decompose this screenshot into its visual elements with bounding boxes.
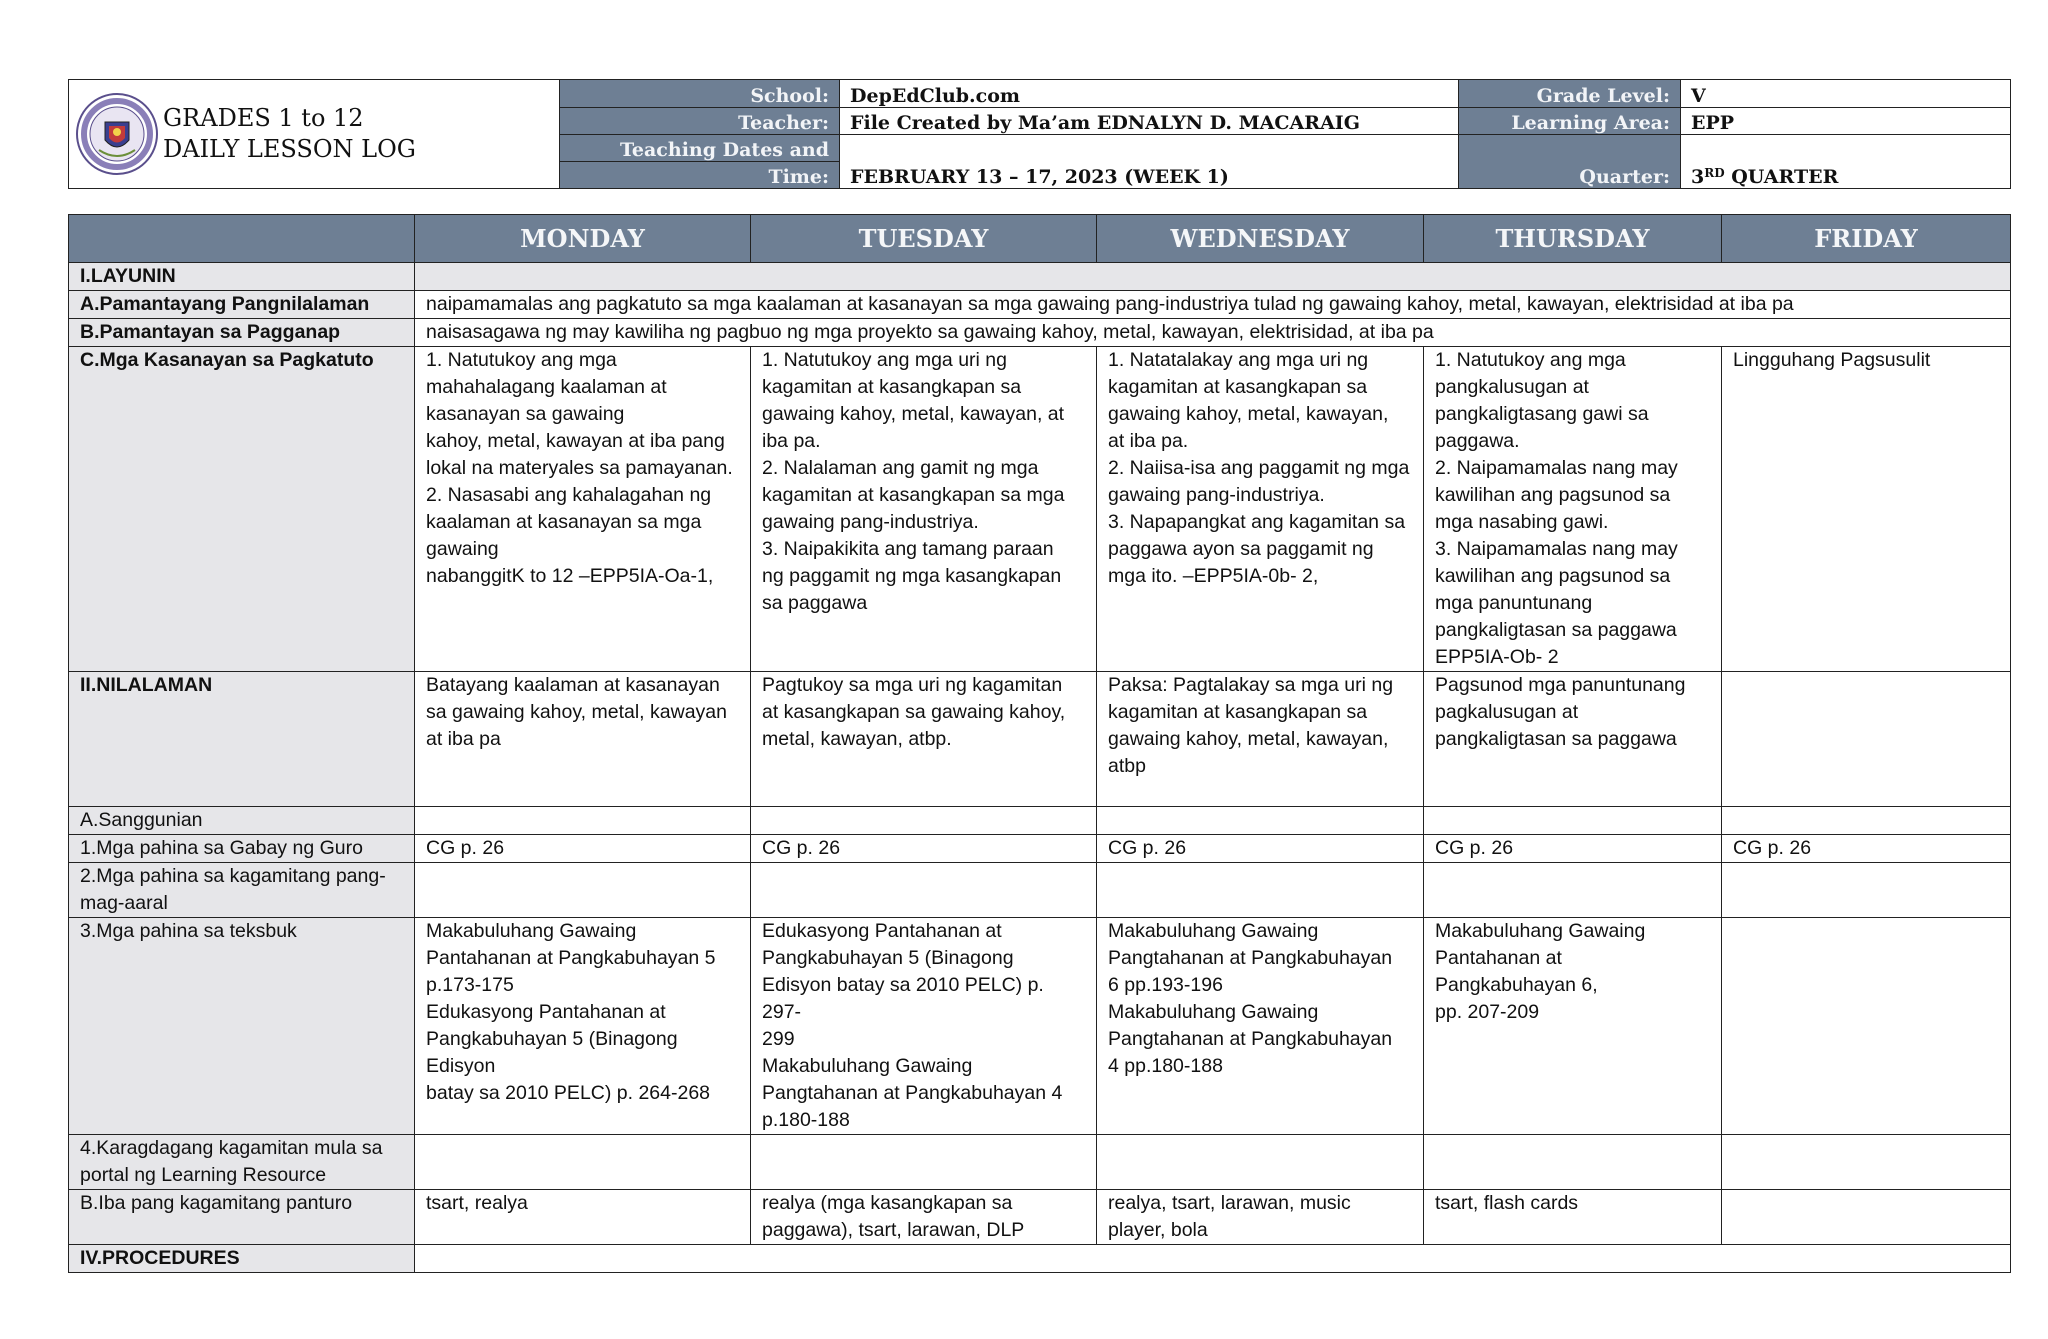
day-header-monday: MONDAY	[415, 215, 751, 263]
teacher-label: Teacher:	[560, 108, 840, 135]
teksbuk-friday	[1722, 918, 2011, 1135]
row-teksbuk	[69, 918, 2011, 1135]
dates-label-line1: Teaching Dates and	[560, 135, 840, 162]
deped-seal-icon	[75, 92, 159, 176]
header-table	[68, 79, 2011, 189]
pamantayan-sa-pagganap-value: naisasagawa ng may kawiliha ng pagbuo ng mga proyekto sa gawaing kahoy, metal, kawayan, elektrisidad, at iba pa	[415, 319, 2011, 347]
iba-pang-kagamitan-monday: tsart, realya	[415, 1190, 751, 1245]
row-label-gabay-ng-guro: 1.Mga pahina sa Gabay ng Guro	[69, 835, 415, 863]
nilalaman-friday	[1722, 672, 2011, 807]
row-pamantayan-sa-pagganap	[69, 319, 2011, 347]
nilalaman-wednesday: Paksa: Pagtalakay sa mga uri ng kagamitan at kasangkapan sa gawaing kahoy, metal, kawayan, atbp	[1097, 672, 1424, 807]
day-header-row	[69, 215, 2011, 263]
school-label: School:	[560, 80, 840, 108]
kagamitang-pang-mag-aaral-thursday	[1424, 863, 1722, 918]
iba-pang-kagamitan-thursday: tsart, flash cards	[1424, 1190, 1722, 1245]
row-label-sanggunian: A.Sanggunian	[69, 807, 415, 835]
title-line-1: GRADES 1 to 12	[163, 104, 364, 132]
document-title	[163, 103, 416, 165]
gabay-ng-guro-tuesday: CG p. 26	[751, 835, 1097, 863]
lesson-log-table	[68, 214, 2011, 1273]
row-kagamitang-pang-mag-aaral	[69, 863, 2011, 918]
sanggunian-wednesday	[1097, 807, 1424, 835]
gabay-ng-guro-thursday: CG p. 26	[1424, 835, 1722, 863]
kagamitang-pang-mag-aaral-wednesday	[1097, 863, 1424, 918]
row-karagdagang-kagamitan	[69, 1135, 2011, 1190]
gabay-ng-guro-monday: CG p. 26	[415, 835, 751, 863]
row-pamantayang-pangnilalaman	[69, 291, 2011, 319]
sanggunian-tuesday	[751, 807, 1097, 835]
teksbuk-monday: Makabuluhang Gawaing Pantahanan at Pangkabuhayan 5 p.173-175 Edukasyong Pantahanan at Pangkabuhayan 5 (Binagong Edisyon batay sa 2010 PELC) p. 264-268	[415, 918, 751, 1135]
row-label-layunin: I.LAYUNIN	[69, 263, 415, 291]
grade-level-value: V	[1681, 80, 2011, 108]
learning-area-value: EPP	[1681, 108, 2011, 135]
row-label-nilalaman: II.NILALAMAN	[69, 672, 415, 807]
karagdagang-kagamitan-thursday	[1424, 1135, 1722, 1190]
karagdagang-kagamitan-monday	[415, 1135, 751, 1190]
nilalaman-thursday: Pagsunod mga panuntunang pagkalusugan at pangkaligtasan sa paggawa	[1424, 672, 1722, 807]
row-label-kagamitang-pang-mag-aaral: 2.Mga pahina sa kagamitang pang- mag-aaral	[69, 863, 415, 918]
procedures-content	[415, 1245, 2011, 1273]
dates-label-line2: Time:	[560, 162, 840, 189]
teksbuk-wednesday: Makabuluhang Gawaing Pangtahanan at Pangkabuhayan 6 pp.193-196 Makabuluhang Gawaing Pangtahanan at Pangkabuhayan 4 pp.180-188	[1097, 918, 1424, 1135]
row-nilalaman	[69, 672, 2011, 807]
nilalaman-monday: Batayang kaalaman at kasanayan sa gawaing kahoy, metal, kawayan at iba pa	[415, 672, 751, 807]
grade-level-label: Grade Level:	[1459, 80, 1681, 108]
teacher-value: File Created by Ma’am EDNALYN D. MACARAIG	[840, 108, 1459, 135]
kagamitang-pang-mag-aaral-friday	[1722, 863, 2011, 918]
sanggunian-friday	[1722, 807, 2011, 835]
header-logo-cell	[69, 80, 560, 189]
quarter-word: QUARTER	[1724, 166, 1839, 188]
row-label-teksbuk: 3.Mga pahina sa teksbuk	[69, 918, 415, 1135]
sanggunian-monday	[415, 807, 751, 835]
day-header-thursday: THURSDAY	[1424, 215, 1722, 263]
gabay-ng-guro-wednesday: CG p. 26	[1097, 835, 1424, 863]
row-label-procedures: IV.PROCEDURES	[69, 1245, 415, 1273]
row-kasanayan	[69, 347, 2011, 672]
kagamitang-pang-mag-aaral-monday	[415, 863, 751, 918]
kasanayan-tuesday: 1. Natutukoy ang mga uri ng kagamitan at kasangkapan sa gawaing kahoy, metal, kawayan, at iba pa. 2. Nalalaman ang gamit ng mga kagamitan at kasangkapan sa mga gawaing pang-industriya. 3. Naipakikita ang tamang paraan ng paggamit ng mga kasangkapan sa paggawa	[751, 347, 1097, 672]
day-header-tuesday: TUESDAY	[751, 215, 1097, 263]
school-value: DepEdClub.com	[840, 80, 1459, 108]
teksbuk-tuesday: Edukasyong Pantahanan at Pangkabuhayan 5 (Binagong Edisyon batay sa 2010 PELC) p. 297- 299 Makabuluhang Gawaing Pangtahanan at Pangkabuhayan 4 p.180-188	[751, 918, 1097, 1135]
row-iba-pang-kagamitan	[69, 1190, 2011, 1245]
row-label-kasanayan: C.Mga Kasanayan sa Pagkatuto	[69, 347, 415, 672]
row-label-karagdagang-kagamitan: 4.Karagdagang kagamitan mula sa portal ng Learning Resource	[69, 1135, 415, 1190]
day-header-blank	[69, 215, 415, 263]
row-layunin-content	[415, 263, 2011, 291]
kagamitang-pang-mag-aaral-tuesday	[751, 863, 1097, 918]
karagdagang-kagamitan-wednesday	[1097, 1135, 1424, 1190]
row-label-pamantayang-pangnilalaman: A.Pamantayang Pangnilalaman	[69, 291, 415, 319]
quarter-label: Quarter:	[1459, 135, 1681, 189]
kasanayan-thursday: 1. Natutukoy ang mga pangkalusugan at pangkaligtasang gawi sa paggawa. 2. Naipamamalas nang may kawilihan ang pagsunod sa mga nasabing gawi. 3. Naipamamalas nang may kawilihan ang pagsunod sa mga panuntunang pangkaligtasan sa paggawa EPP5IA-Ob- 2	[1424, 347, 1722, 672]
row-label-pamantayan-sa-pagganap: B.Pamantayan sa Pagganap	[69, 319, 415, 347]
row-label-iba-pang-kagamitan: B.Iba pang kagamitang panturo	[69, 1190, 415, 1245]
row-gabay-ng-guro	[69, 835, 2011, 863]
karagdagang-kagamitan-friday	[1722, 1135, 2011, 1190]
row-layunin	[69, 263, 2011, 291]
day-header-wednesday: WEDNESDAY	[1097, 215, 1424, 263]
karagdagang-kagamitan-tuesday	[751, 1135, 1097, 1190]
quarter-ordinal: RD	[1704, 166, 1725, 180]
sanggunian-thursday	[1424, 807, 1722, 835]
kasanayan-friday: Lingguhang Pagsusulit	[1722, 347, 2011, 672]
iba-pang-kagamitan-wednesday: realya, tsart, larawan, music player, bola	[1097, 1190, 1424, 1245]
kasanayan-wednesday: 1. Natatalakay ang mga uri ng kagamitan at kasangkapan sa gawaing kahoy, metal, kawayan, at iba pa. 2. Naiisa-isa ang paggamit ng mga gawaing pang-industriya. 3. Napapangkat ang kagamitan sa paggawa ayon sa paggamit ng mga ito. –EPP5IA-0b- 2,	[1097, 347, 1424, 672]
nilalaman-tuesday: Pagtukoy sa mga uri ng kagamitan at kasangkapan sa gawaing kahoy, metal, kawayan, atbp.	[751, 672, 1097, 807]
gabay-ng-guro-friday: CG p. 26	[1722, 835, 2011, 863]
row-procedures	[69, 1245, 2011, 1273]
day-header-friday: FRIDAY	[1722, 215, 2011, 263]
iba-pang-kagamitan-friday	[1722, 1190, 2011, 1245]
kasanayan-monday: 1. Natutukoy ang mga mahahalagang kaalaman at kasanayan sa gawaing kahoy, metal, kawayan at iba pang lokal na materyales sa pamayanan. 2. Nasasabi ang kahalagahan ng kaalaman at kasanayan sa mga gawaing nabanggitK to 12 –EPP5IA-Oa-1,	[415, 347, 751, 672]
dates-value: FEBRUARY 13 – 17, 2023 (WEEK 1)	[840, 135, 1459, 189]
teksbuk-thursday: Makabuluhang Gawaing Pantahanan at Pangkabuhayan 6, pp. 207-209	[1424, 918, 1722, 1135]
learning-area-label: Learning Area:	[1459, 108, 1681, 135]
quarter-value	[1681, 135, 2011, 189]
pamantayang-pangnilalaman-value: naipamamalas ang pagkatuto sa mga kaalaman at kasanayan sa mga gawaing pang-industriya tulad ng gawaing kahoy, metal, kawayan, elektrisidad at iba pa	[415, 291, 2011, 319]
title-line-2: DAILY LESSON LOG	[163, 135, 416, 163]
quarter-number: 3	[1691, 166, 1705, 188]
row-sanggunian	[69, 807, 2011, 835]
iba-pang-kagamitan-tuesday: realya (mga kasangkapan sa paggawa), tsart, larawan, DLP	[751, 1190, 1097, 1245]
